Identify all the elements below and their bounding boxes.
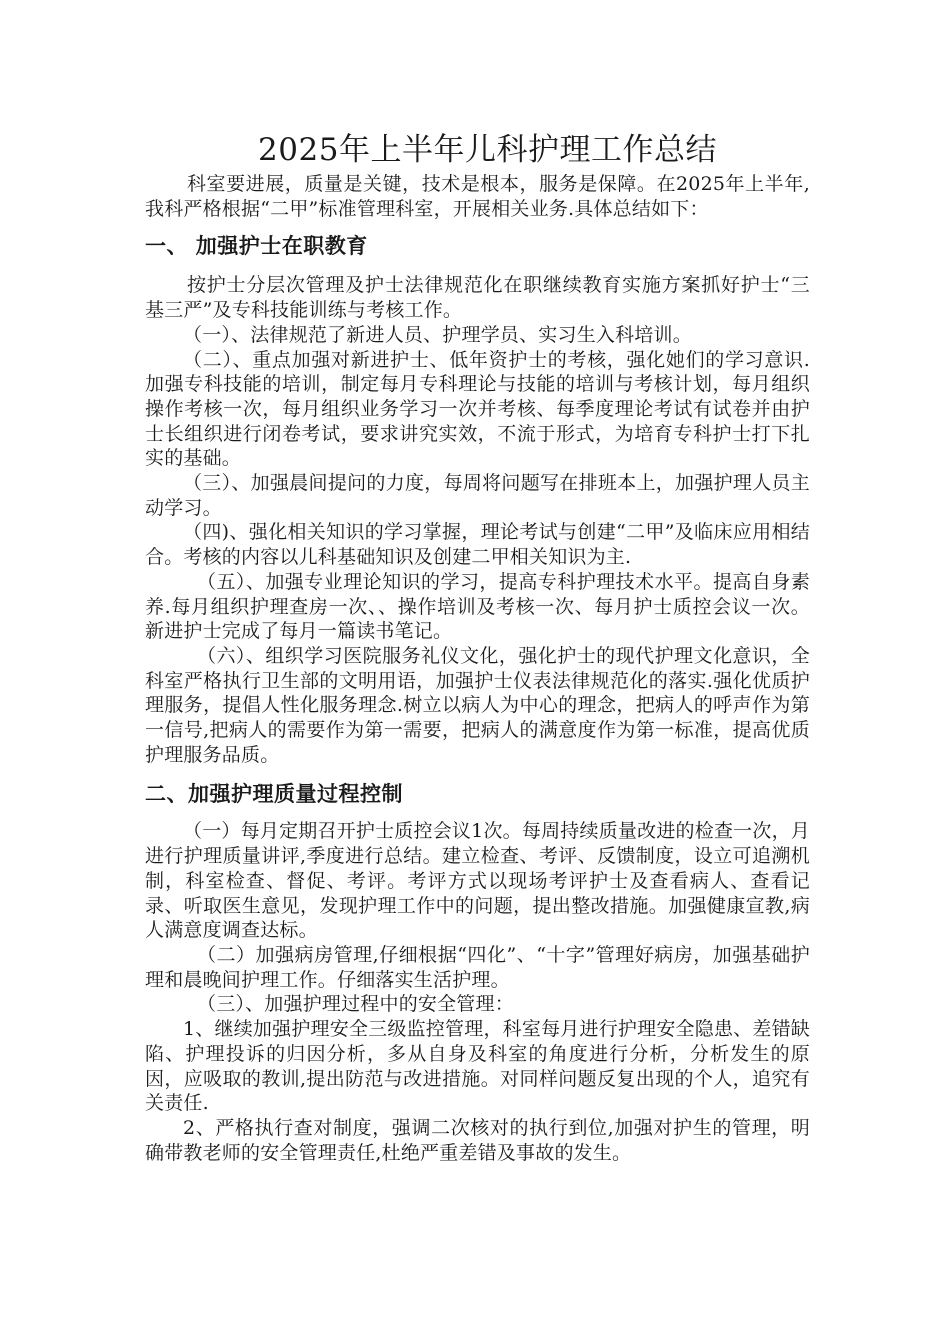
section-1-paragraph-7: （六）、组织学习医院服务礼仪文化，强化护士的现代护理文化意识，全科室严格执行卫生部的文明用语，加强护士仪表法律规范化的落实.强化优质护理服务，提倡人性化服务理念.树立以病人为中心的理念，把病人的呼声作为第一信号,把病人的需要作为第一需要，把病人的满意度作为第一标准，提高优质护理服务品质。 — [145, 644, 810, 766]
section-1-paragraph-3: （二）、重点加强对新进护士、低年资护士的考核，强化她们的学习意识.加强专科技能的培训，制定每月专科理论与技能的培训与考核计划，每月组织操作考核一次，每月组织业务学习一次并考核、每季度理论考试有试卷并由护士长组织进行闭卷考试，要求讲究实效，不流于形式，为培育专科护士打下扎实的基础。 — [145, 348, 810, 470]
section-2-paragraph-5: 2、严格执行查对制度，强调二次核对的执行到位,加强对护生的管理，明确带教老师的安全管理责任,杜绝严重差错及事故的发生。 — [145, 1116, 810, 1164]
document-title: 2025年上半年儿科护理工作总结 — [258, 132, 717, 168]
intro-paragraph: 科室要进展，质量是关键，技术是根本，服务是保障。在2025年上半年,我科严格根据“二甲”标准管理科室，开展相关业务.具体总结如下： — [145, 173, 810, 220]
section-1-paragraph-2: （一）、法律规范了新进人员、护理学员、实习生入科培训。 — [183, 323, 692, 346]
document-page — [145, 128, 810, 1165]
section-2-paragraph-1: （一）每月定期召开护士质控会议1次。每周持续质量改进的检查一次，月进行护理质量讲评,季度进行总结。建立检查、考评、反馈制度，设立可追溯机制，科室检查、督促、考评。考评方式以现场考评护士及查看病人、查看记录、听取医生意见，发现护理工作中的问题，提出整改措施。加强健康宣教,病人满意度调查达标。 — [145, 820, 810, 942]
section-1-paragraph-1: 按护士分层次管理及护士法律规范化在职继续教育实施方案抓好护士“三基三严”及专科技能训练与考核工作。 — [145, 274, 810, 322]
section-1-paragraph-4: （三）、加强晨间提问的力度，每周将问题写在排班本上，加强护理人员主动学习。 — [145, 472, 810, 519]
section-2-heading: 二、加强护理质量过程控制 — [145, 781, 403, 807]
section-2-paragraph-4: 1、继续加强护理安全三级监控管理，科室每月进行护理安全隐患、差错缺陷、护理投诉的归因分析，多从自身及科室的角度进行分析，分析发生的原因，应吸取的教训,提出防范与改进措施。对同样问题反复出现的个人，追究有关责任. — [145, 1018, 810, 1115]
section-2-paragraph-2: （二）加强病房管理,仔细根据“四化”、“十字”管理好病房，加强基础护理和晨晚间护理工作。仔细落实生活护理。 — [145, 943, 810, 991]
section-1-heading: 一、 加强护士在职教育 — [145, 233, 368, 259]
section-1-paragraph-5: （四)、强化相关知识的学习掌握，理论考试与创建“二甲”及临床应用相结合。考核的内容以儿科基础知识及创建二甲相关知识为主. — [145, 521, 810, 569]
section-2-paragraph-3: （三）、加强护理过程中的安全管理： — [197, 993, 514, 1016]
section-1-paragraph-6: （五）、加强专业理论知识的学习，提高专科护理技术水平。提高自身素养.每月组织护理查房一次、、操作培训及考核一次、每月护士质控会议一次。新进护士完成了每月一篇读书笔记。 — [145, 570, 810, 643]
